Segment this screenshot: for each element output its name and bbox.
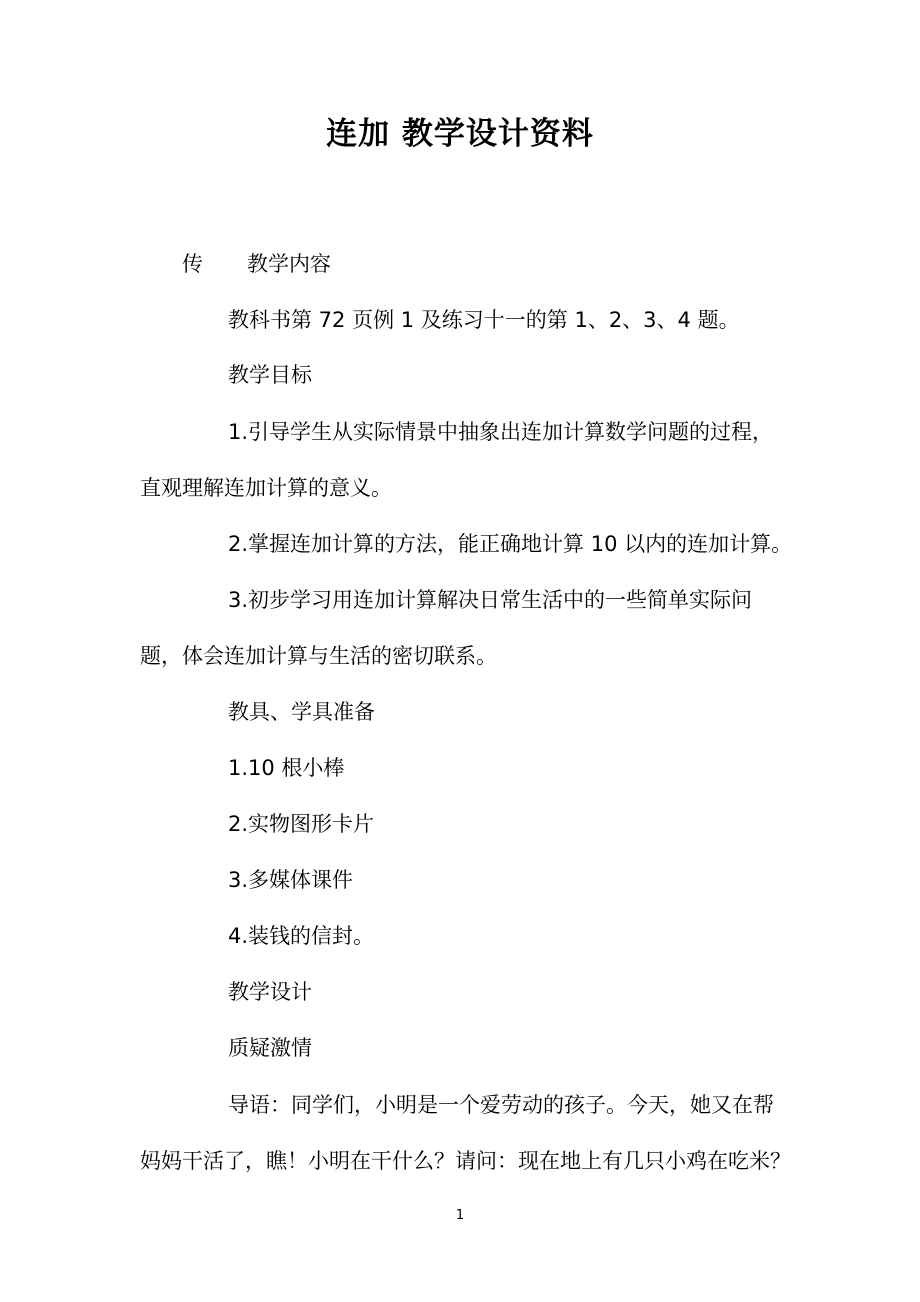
- heading-prefix: 传: [182, 252, 203, 276]
- list-item: 2.实物图形卡片: [228, 812, 375, 836]
- section-heading: 质疑激情: [228, 1036, 312, 1060]
- list-item: 1.10 根小棒: [228, 756, 345, 780]
- paragraph-line: 导语：同学们，小明是一个爱劳动的孩子。今天，她又在帮: [228, 1093, 774, 1117]
- list-item: 4.装钱的信封。: [228, 924, 375, 948]
- paragraph-line: 1.引导学生从实际情景中抽象出连加计算数学问题的过程，: [228, 420, 774, 444]
- heading-label: 教学内容: [247, 252, 331, 276]
- paragraph-line: 3.初步学习用连加计算解决日常生活中的一些简单实际问: [228, 588, 753, 612]
- paragraph-line: 妈妈干活了，瞧！小明在干什么？请问：现在地上有几只小鸡在吃米？: [140, 1149, 791, 1173]
- section-heading: 教具、学具准备: [228, 700, 375, 724]
- paragraph-line: 2.掌握连加计算的方法，能正确地计算 10 以内的连加计算。: [228, 532, 793, 556]
- document-title: 连加 教学设计资料: [326, 116, 594, 152]
- section-heading: 教学目标: [228, 363, 312, 387]
- section-heading-teaching-content: [182, 244, 331, 284]
- paragraph-line: 教科书第 72 页例 1 及练习十一的第 1、2、3、4 题。: [228, 308, 740, 332]
- paragraph-line: 直观理解连加计算的意义。: [140, 476, 392, 500]
- page-number: 1: [455, 1208, 465, 1223]
- paragraph-line: 题，体会连加计算与生活的密切联系。: [140, 644, 497, 668]
- section-heading: 教学设计: [228, 980, 312, 1004]
- list-item: 3.多媒体课件: [228, 868, 354, 892]
